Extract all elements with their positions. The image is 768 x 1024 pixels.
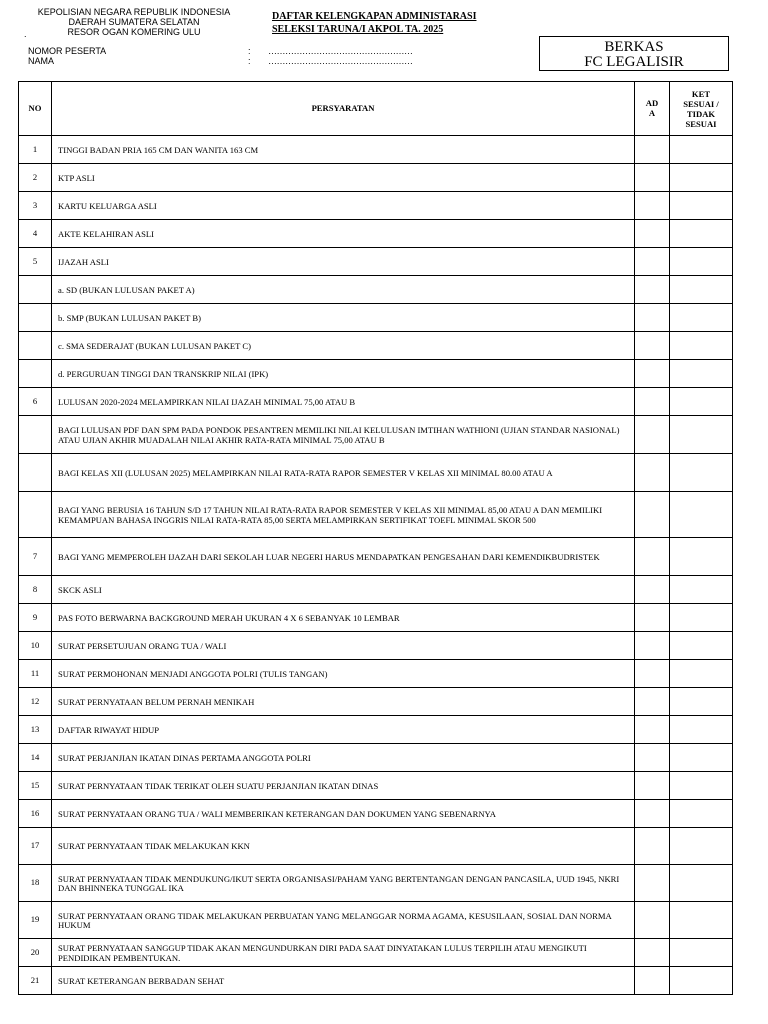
row-ada-checkbox[interactable]	[635, 538, 670, 576]
table-row	[19, 828, 733, 865]
org-line-3: RESOR OGAN KOMERING ULU	[67, 27, 201, 37]
row-ada-checkbox[interactable]	[635, 660, 670, 688]
table-row	[19, 939, 733, 967]
header-ada	[635, 82, 670, 136]
row-ada-checkbox[interactable]	[635, 332, 670, 360]
row-number: 2	[19, 164, 52, 192]
requirements-body	[19, 136, 733, 995]
org-line-1: KEPOLISIAN NEGARA REPUBLIK INDONESIA	[37, 7, 231, 17]
row-number	[19, 416, 52, 454]
participant-number-label: NOMOR PESERTA	[28, 46, 107, 56]
row-number: 18	[19, 865, 52, 902]
row-requirement: SURAT PERNYATAAN SANGGUP TIDAK AKAN MENGUNDURKAN DIRI PADA SAAT DINYATAKAN LULUS TERPILIH ATAU MENGIKUTI PENDIDIKAN PEMBENTUKAN.	[52, 939, 635, 967]
row-ket-cell[interactable]	[670, 416, 733, 454]
table-row	[19, 276, 733, 304]
row-ada-checkbox[interactable]	[635, 865, 670, 902]
row-ada-checkbox[interactable]	[635, 716, 670, 744]
table-row	[19, 744, 733, 772]
row-ket-cell[interactable]	[670, 772, 733, 800]
table-row	[19, 360, 733, 388]
header-ket	[670, 82, 733, 136]
participant-number-colon: :	[248, 46, 251, 56]
header-ket-line-1: KET	[691, 88, 711, 99]
row-ket-cell[interactable]	[670, 865, 733, 902]
table-row	[19, 716, 733, 744]
header-ket-line-4: SESUAI	[685, 118, 717, 129]
row-ada-checkbox[interactable]	[635, 164, 670, 192]
row-ada-checkbox[interactable]	[635, 492, 670, 538]
table-row	[19, 388, 733, 416]
title-line-2: SELEKSI TARUNA/I AKPOL TA. 2025	[272, 24, 444, 35]
row-requirement: DAFTAR RIWAYAT HIDUP	[52, 716, 635, 744]
row-requirement: LULUSAN 2020-2024 MELAMPIRKAN NILAI IJAZAH MINIMAL 75,00 ATAU B	[52, 388, 635, 416]
row-ket-cell[interactable]	[670, 136, 733, 164]
row-requirement: BAGI LULUSAN PDF DAN SPM PADA PONDOK PESANTREN MEMILIKI NILAI KELULUSAN IMTIHAN WATHIONI (UJIAN STANDAR NASIONAL) ATAU UJIAN AKHIR MUADALAH NILAI AKHIR RATA-RATA MINIMAL 75,00 ATAU B	[52, 416, 635, 454]
participant-number-row	[28, 46, 458, 56]
row-number: 14	[19, 744, 52, 772]
row-ada-checkbox[interactable]	[635, 192, 670, 220]
row-requirement: KTP ASLI	[52, 164, 635, 192]
row-ket-cell[interactable]	[670, 632, 733, 660]
table-row	[19, 865, 733, 902]
row-ket-cell[interactable]	[670, 939, 733, 967]
table-row	[19, 332, 733, 360]
row-number: 4	[19, 220, 52, 248]
requirements-table	[18, 81, 733, 995]
row-ada-checkbox[interactable]	[635, 416, 670, 454]
row-requirement: BAGI YANG MEMPEROLEH IJAZAH DARI SEKOLAH LUAR NEGERI HARUS MENDAPATKAN PENGESAHAN DARI KEMENDIKBUDRISTEK	[52, 538, 635, 576]
row-ket-cell[interactable]	[670, 492, 733, 538]
row-ket-cell[interactable]	[670, 192, 733, 220]
row-requirement: SURAT PERNYATAAN BELUM PERNAH MENIKAH	[52, 688, 635, 716]
table-row	[19, 660, 733, 688]
table-row	[19, 576, 733, 604]
row-requirement: SURAT PERMOHONAN MENJADI ANGGOTA POLRI (TULIS TANGAN)	[52, 660, 635, 688]
row-requirement: SURAT KETERANGAN BERBADAN SEHAT	[52, 967, 635, 995]
header-ada-line-1: AD	[645, 98, 659, 108]
row-requirement: TINGGI BADAN PRIA 165 CM DAN WANITA 163 CM	[52, 136, 635, 164]
badge-line-1: BERKAS	[604, 39, 664, 55]
row-number	[19, 492, 52, 538]
row-number: 8	[19, 576, 52, 604]
row-requirement: b. SMP (BUKAN LULUSAN PAKET B)	[52, 304, 635, 332]
row-number: 9	[19, 604, 52, 632]
table-row	[19, 632, 733, 660]
table-row	[19, 304, 733, 332]
participant-name-blank: ……………………………………………	[268, 56, 413, 66]
row-ada-checkbox[interactable]	[635, 744, 670, 772]
header-no: NO	[19, 82, 52, 136]
table-row	[19, 416, 733, 454]
row-ket-cell[interactable]	[670, 902, 733, 939]
row-number: 11	[19, 660, 52, 688]
row-requirement: SURAT PERNYATAAN ORANG TIDAK MELAKUKAN PERBUATAN YANG MELANGGAR NORMA AGAMA, KESUSILAAN, SOSIAL DAN NORMA HUKUM	[52, 902, 635, 939]
row-number: 10	[19, 632, 52, 660]
document-title	[272, 10, 476, 36]
row-ada-checkbox[interactable]	[635, 248, 670, 276]
row-number	[19, 276, 52, 304]
row-ada-checkbox[interactable]	[635, 576, 670, 604]
row-ada-checkbox[interactable]	[635, 454, 670, 492]
row-requirement: BAGI KELAS XII (LULUSAN 2025) MELAMPIRKAN NILAI RATA-RATA RAPOR SEMESTER V KELAS XII MINIMAL 80.00 ATAU A	[52, 454, 635, 492]
table-row	[19, 192, 733, 220]
row-number: 21	[19, 967, 52, 995]
title-line-1: DAFTAR KELENGKAPAN ADMINISTARASI	[272, 11, 477, 22]
row-ket-cell[interactable]	[670, 332, 733, 360]
participant-fields	[28, 46, 458, 66]
row-ada-checkbox[interactable]	[635, 800, 670, 828]
row-number: 1	[19, 136, 52, 164]
row-ket-cell[interactable]	[670, 604, 733, 632]
row-number: 16	[19, 800, 52, 828]
badge-line-2: FC LEGALISIR	[584, 54, 684, 70]
row-ket-cell[interactable]	[670, 967, 733, 995]
row-requirement: IJAZAH ASLI	[52, 248, 635, 276]
row-ket-cell[interactable]	[670, 800, 733, 828]
row-ket-cell[interactable]	[670, 220, 733, 248]
table-row	[19, 604, 733, 632]
row-number: 15	[19, 772, 52, 800]
berkas-badge	[539, 36, 729, 71]
row-number: 20	[19, 939, 52, 967]
table-row	[19, 967, 733, 995]
participant-name-label: NAMA	[28, 56, 55, 66]
table-row	[19, 136, 733, 164]
table-row	[19, 800, 733, 828]
header-ada-line-2: A	[648, 107, 656, 118]
row-number	[19, 304, 52, 332]
stray-mark: .	[24, 29, 27, 39]
row-ket-cell[interactable]	[670, 164, 733, 192]
row-number: 3	[19, 192, 52, 220]
table-row	[19, 248, 733, 276]
org-line-2: DAERAH SUMATERA SELATAN	[68, 17, 200, 27]
participant-name-colon: :	[248, 56, 251, 66]
row-ada-checkbox[interactable]	[635, 388, 670, 416]
row-ada-checkbox[interactable]	[635, 967, 670, 995]
table-row	[19, 220, 733, 248]
row-ket-cell[interactable]	[670, 688, 733, 716]
row-ket-cell[interactable]	[670, 304, 733, 332]
row-ket-cell[interactable]	[670, 276, 733, 304]
table-row	[19, 492, 733, 538]
row-ada-checkbox[interactable]	[635, 828, 670, 865]
row-ada-checkbox[interactable]	[635, 304, 670, 332]
row-ada-checkbox[interactable]	[635, 136, 670, 164]
header-requirement: PERSYARATAN	[52, 82, 635, 136]
row-requirement: AKTE KELAHIRAN ASLI	[52, 220, 635, 248]
table-row	[19, 538, 733, 576]
header-ket-line-3: TIDAK	[686, 108, 716, 119]
row-ada-checkbox[interactable]	[635, 772, 670, 800]
row-ada-checkbox[interactable]	[635, 360, 670, 388]
participant-number-blank: ……………………………………………	[268, 46, 413, 56]
row-ada-checkbox[interactable]	[635, 276, 670, 304]
row-ada-checkbox[interactable]	[635, 902, 670, 939]
row-ket-cell[interactable]	[670, 454, 733, 492]
row-requirement: SURAT PERNYATAAN TIDAK TERIKAT OLEH SUATU PERJANJIAN IKATAN DINAS	[52, 772, 635, 800]
row-ket-cell[interactable]	[670, 828, 733, 865]
row-number	[19, 332, 52, 360]
row-requirement: SURAT PERJANJIAN IKATAN DINAS PERTAMA ANGGOTA POLRI	[52, 744, 635, 772]
table-row	[19, 772, 733, 800]
row-requirement: KARTU KELUARGA ASLI	[52, 192, 635, 220]
row-requirement: c. SMA SEDERAJAT (BUKAN LULUSAN PAKET C)	[52, 332, 635, 360]
table-header-row	[19, 82, 733, 136]
row-number: 12	[19, 688, 52, 716]
table-row	[19, 688, 733, 716]
row-number: 6	[19, 388, 52, 416]
row-number: 5	[19, 248, 52, 276]
row-ada-checkbox[interactable]	[635, 220, 670, 248]
row-ada-checkbox[interactable]	[635, 632, 670, 660]
row-ket-cell[interactable]	[670, 744, 733, 772]
header-ket-line-2: SESUAI /	[683, 98, 719, 109]
row-ket-cell[interactable]	[670, 248, 733, 276]
organization-header	[20, 7, 248, 37]
row-number	[19, 454, 52, 492]
row-requirement: SURAT PERNYATAAN ORANG TUA / WALI MEMBERIKAN KETERANGAN DAN DOKUMEN YANG SEBENARNYA	[52, 800, 635, 828]
table-row	[19, 164, 733, 192]
row-requirement: SURAT PERNYATAAN TIDAK MENDUKUNG/IKUT SERTA ORGANISASI/PAHAM YANG BERTENTANGAN DENGAN PANCASILA, UUD 1945, NKRI DAN BHINNEKA TUNGGAL IKA	[52, 865, 635, 902]
row-number: 7	[19, 538, 52, 576]
table-row	[19, 902, 733, 939]
row-requirement: SURAT PERSETUJUAN ORANG TUA / WALI	[52, 632, 635, 660]
row-requirement: d. PERGURUAN TINGGI DAN TRANSKRIP NILAI (IPK)	[52, 360, 635, 388]
row-number: 13	[19, 716, 52, 744]
row-ket-cell[interactable]	[670, 538, 733, 576]
row-requirement: SKCK ASLI	[52, 576, 635, 604]
row-number: 17	[19, 828, 52, 865]
table-row	[19, 454, 733, 492]
row-number	[19, 360, 52, 388]
row-ket-cell[interactable]	[670, 388, 733, 416]
row-ket-cell[interactable]	[670, 660, 733, 688]
row-number: 19	[19, 902, 52, 939]
row-requirement: PAS FOTO BERWARNA BACKGROUND MERAH UKURAN 4 X 6 SEBANYAK 10 LEMBAR	[52, 604, 635, 632]
row-ada-checkbox[interactable]	[635, 604, 670, 632]
row-requirement: SURAT PERNYATAAN TIDAK MELAKUKAN KKN	[52, 828, 635, 865]
row-ket-cell[interactable]	[670, 360, 733, 388]
row-ada-checkbox[interactable]	[635, 688, 670, 716]
row-ket-cell[interactable]	[670, 576, 733, 604]
row-requirement: a. SD (BUKAN LULUSAN PAKET A)	[52, 276, 635, 304]
row-ket-cell[interactable]	[670, 716, 733, 744]
participant-name-row	[28, 56, 458, 66]
row-requirement: BAGI YANG BERUSIA 16 TAHUN S/D 17 TAHUN NILAI RATA-RATA RAPOR SEMESTER V KELAS XII MINIMAL 85,00 ATAU A DAN MEMILIKI KEMAMPUAN BAHASA INGGRIS NILAI RATA-RATA 85,00 SERTA MELAMPIRKAN SERTIFIKAT TOEFL MINIMAL SKOR 500	[52, 492, 635, 538]
row-ada-checkbox[interactable]	[635, 939, 670, 967]
